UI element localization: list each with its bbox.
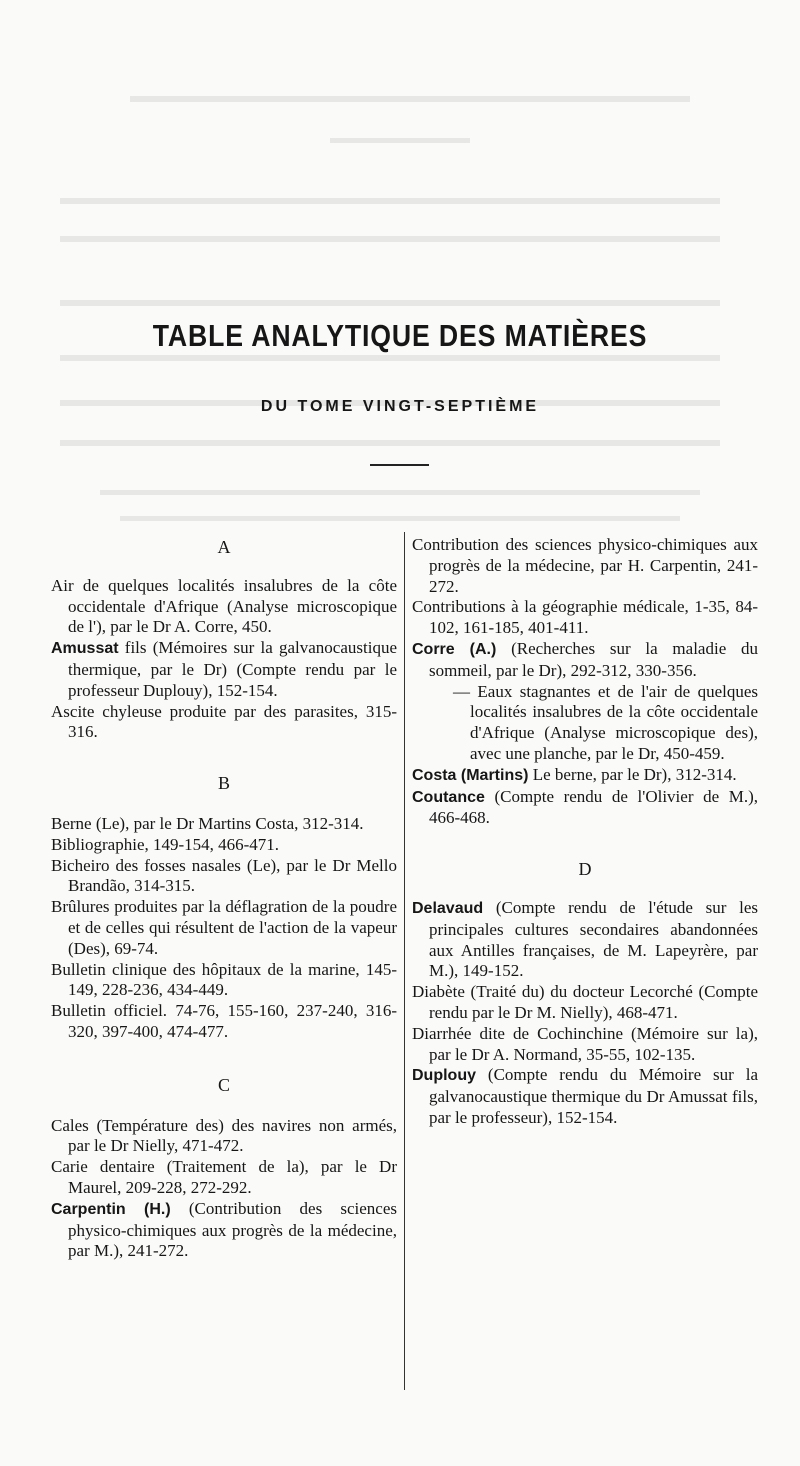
left-column <box>51 535 397 1262</box>
section-letter-b: B <box>217 773 230 794</box>
right-column <box>412 535 758 1129</box>
index-entry: Bicheiro des fosses nasales (Le), par le Dr Mello Brandão, 314-315. <box>51 855 397 896</box>
index-entry: Duplouy (Compte rendu du Mémoire sur la galvanocaustique thermique du Dr Amussat fils, par le professeur), 152-154. <box>412 1065 758 1127</box>
index-entry: Contributions à la géographie médicale, 1-35, 84-102, 161-185, 401-411. <box>412 597 758 638</box>
section-letter-d: D <box>578 859 592 880</box>
index-entry: Bulletin clinique des hôpitaux de la marine, 145-149, 228-236, 434-449. <box>51 959 397 1000</box>
index-entry: Coutance (Compte rendu de l'Olivier de M.), 466-468. <box>412 786 758 828</box>
index-entry: Brûlures produites par la déflagration de la poudre et de celles qui résultent de l'action de la vapeur (Des), 69-74. <box>51 897 397 958</box>
entry-headword: Duplouy <box>412 1067 476 1085</box>
section-letter-c: C <box>217 1074 230 1095</box>
index-entry: Corre (A.) (Recherches sur la maladie du sommeil, par le Dr), 292-312, 330-356. <box>412 638 759 680</box>
entry-headword: Corre (A.) <box>412 640 497 658</box>
bleed-through-texture <box>0 0 800 560</box>
index-entry: Bibliographie, 149-154, 466-471. <box>51 834 280 854</box>
index-entry: Contribution des sciences physico-chimiques aux progrès de la médecine, par H. Carpentin, 241-272. <box>412 535 758 596</box>
index-entry: Bulletin officiel. 74-76, 155-160, 237-240, 316-320, 397-400, 474-477. <box>51 1001 397 1041</box>
entry-headword: Amussat <box>51 640 119 658</box>
index-entry: Ascite chyleuse produite par des parasites, 315-316. <box>51 701 397 742</box>
page-title: TABLE ANALYTIQUE DES MATIÈRES <box>152 318 648 353</box>
entry-headword: Coutance <box>412 788 485 806</box>
index-entry: Berne (Le), par le Dr Martins Costa, 312-314. <box>51 813 364 833</box>
index-entry: — Eaux stagnantes et de l'air de quelques localités insalubres de la côte occidentale d'Afrique (Analyse microscopique des), avec une planche, par le Dr, 450-459. <box>453 681 758 763</box>
index-entry: Amussat fils (Mémoires sur la galvanocaustique thermique, par le Dr) (Compte rendu par le professeur Duplouy), 152-154. <box>51 638 397 700</box>
index-entry: Delavaud (Compte rendu de l'étude sur les principales cultures secondaires abandonnées aux Antilles françaises, de M. Lapeyrère, par M.), 149-152. <box>412 897 758 981</box>
index-entry: Carie dentaire (Traitement de la), par le Dr Maurel, 209-228, 272-292. <box>51 1157 397 1197</box>
index-entry: Diabète (Traité du) du docteur Lecorché (Compte rendu par le Dr M. Nielly), 468-471. <box>412 982 758 1022</box>
section-letter-a: A <box>217 537 231 557</box>
index-entry: Air de quelques localités insalubres de la côte occidentale d'Afrique (Analyse microscopique de l'), par le Dr A. Corre, 450. <box>51 575 397 637</box>
index-entry: Diarrhée dite de Cochinchine (Mémoire sur la), par le Dr A. Normand, 35-55, 102-135. <box>412 1023 758 1064</box>
page-subtitle: DU TOME VINGT-SEPTIÈME <box>260 398 540 415</box>
entry-headword: Costa (Martins) <box>412 766 529 784</box>
entry-headword: Carpentin (H.) <box>51 1200 171 1218</box>
column-divider <box>404 532 405 1390</box>
entry-headword: Delavaud <box>412 899 484 917</box>
index-entry: Costa (Martins) Le berne, par le Dr), 312-314. <box>412 764 737 784</box>
index-entry: Carpentin (H.) (Contribution des sciences physico-chimiques aux progrès de la médecine, par M.), 241-272. <box>51 1198 397 1261</box>
index-entry: Cales (Température des) des navires non armés, par le Dr Nielly, 471-472. <box>51 1115 397 1156</box>
title-rule <box>370 464 429 466</box>
